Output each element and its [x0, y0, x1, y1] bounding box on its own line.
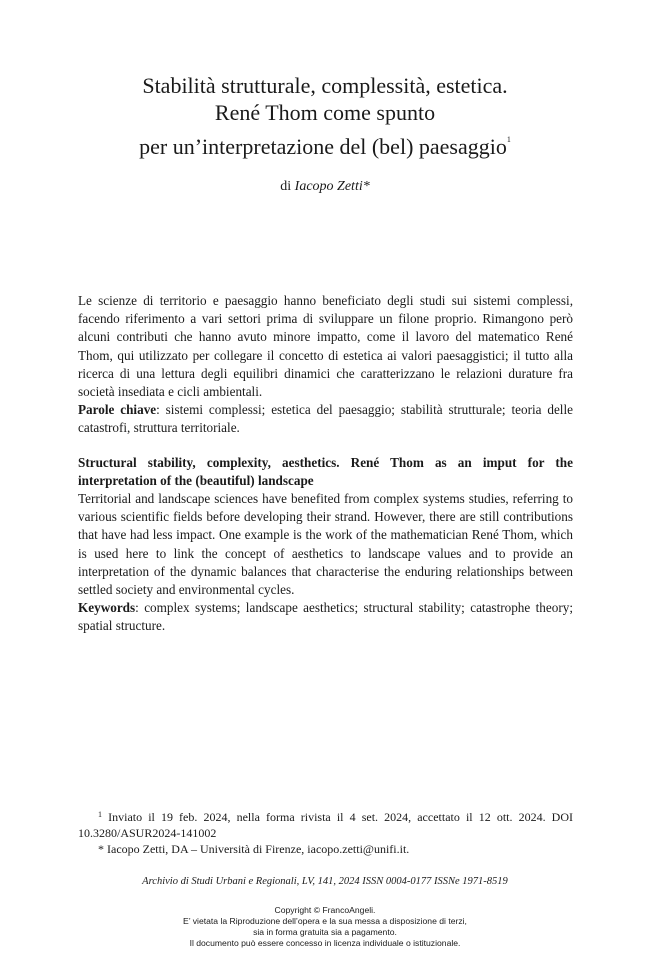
footnote-1-text: Inviato il 19 feb. 2024, nella forma rivista il 4 set. 2024, accettato il 12 ott. 2024. DOI 10.3280/ASUR2024-141002 — [78, 810, 574, 840]
keywords-italian-text: : sistemi complessi; estetica del paesaggio; stabilità strutturale; teoria delle catastrofi, struttura territoriale. — [78, 402, 573, 436]
title-line-3-text: per un’interpretazione del (bel) paesaggio — [139, 134, 507, 159]
footnotes — [78, 807, 573, 857]
footnote-1 — [78, 807, 573, 841]
author-name: Iacopo Zetti* — [294, 179, 370, 194]
keywords-italian — [78, 401, 573, 437]
english-title: Structural stability, complexity, aesthetics. René Thom as an imput for the interpretation of the (beautiful) landscape — [78, 455, 573, 489]
footnote-1-mark: 1 — [98, 810, 102, 819]
byline — [0, 179, 650, 195]
title-line-1: Stabilità strutturale, complessità, estetica. — [142, 73, 508, 98]
title-footnote-mark: 1 — [506, 135, 511, 144]
abstract-italian-text: Le scienze di territorio e paesaggio hanno beneficiato degli studi sui sistemi complessi, facendo riferimento a vari settori prima di sviluppare un filone proprio. Rimangono però alcuni contributi che hanno avuto minore impatto, come il lavoro del matematico René Thom, qui utilizzato per collegare il concetto di estetica ai valori paesaggistici; il tutto alla ricerca di una lettura degli equilibri dinamici che caratterizzano le relazioni durature fra società insediata e cicli ambientali. — [78, 293, 573, 400]
copyright-line-3: sia in forma gratuita sia a pagamento. — [253, 927, 397, 937]
byline-prefix: di — [280, 179, 292, 194]
copyright-line-2: E’ vietata la Riproduzione dell’opera e la sua messa a disposizione di terzi, — [183, 916, 467, 926]
copyright-line-1: Copyright © FrancoAngeli. — [274, 905, 376, 915]
copyright-notice — [0, 905, 650, 949]
footnote-author: * Iacopo Zetti, DA – Università di Firenze, iacopo.zetti@unifi.it. — [98, 842, 410, 856]
keywords-english-label: Keywords — [78, 600, 136, 616]
title-line-2: René Thom come spunto — [214, 100, 436, 125]
abstract-italian — [78, 292, 573, 438]
abstract-english — [78, 490, 573, 636]
copyright-line-4: Il documento può essere concesso in licenza individuale o istituzionale. — [189, 938, 461, 948]
keywords-english — [78, 599, 573, 635]
article-title — [60, 72, 590, 160]
journal-citation: Archivio di Studi Urbani e Regionali, LV, 141, 2024 ISSN 0004-0177 ISSNe 1971-8519 — [142, 876, 508, 887]
title-line-3 — [60, 126, 590, 160]
keywords-italian-label: Parole chiave — [78, 402, 157, 418]
abstract-english-text: Territorial and landscape sciences have benefited from complex systems studies, referring to various scientific fields before developing their strand. However, there are still contributions that have had less impact. One example is the work of the mathematician René Thom, which is used here to link the concept of aesthetics to landscape values and to provide an interpretation of the dynamic balances that characterise the enduring relationships between settled society and environmental cycles. — [78, 491, 573, 598]
keywords-english-text: : complex systems; landscape aesthetics; structural stability; catastrophe theory; spatial structure. — [78, 600, 573, 634]
